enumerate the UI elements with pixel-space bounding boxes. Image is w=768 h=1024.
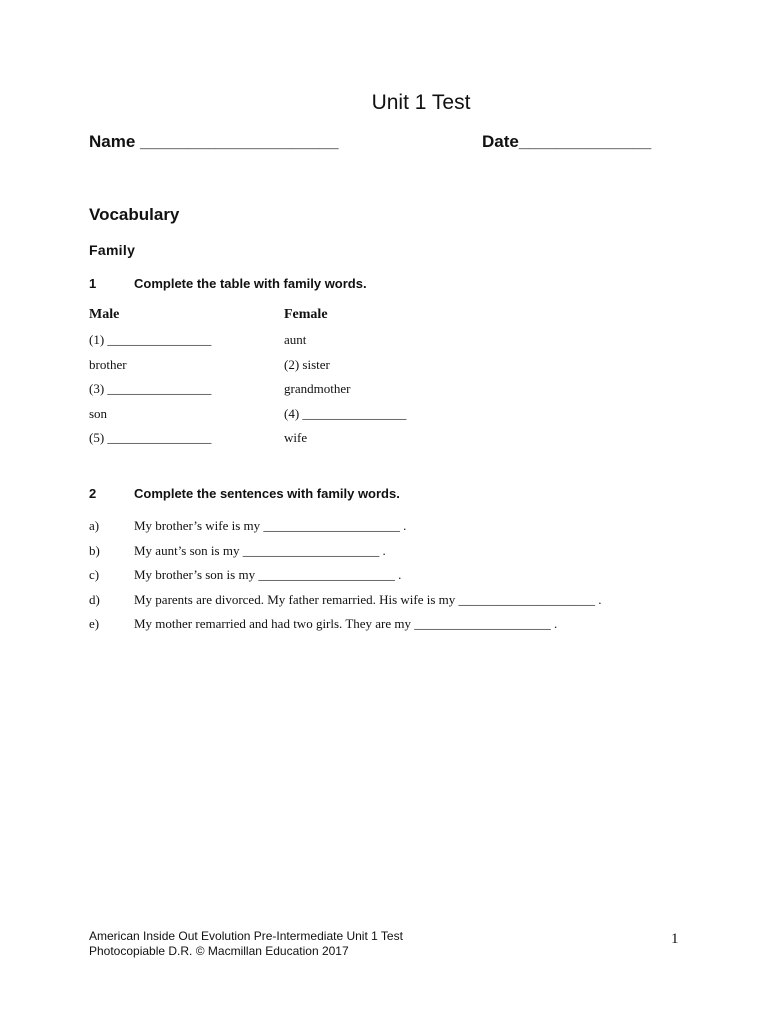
sentence-label-c: c) [89,567,100,582]
sentence-label-e: e) [89,616,100,631]
sentence-label-d: d) [89,592,100,607]
page-number: 1 [671,931,679,947]
table-cell-female-2: (2) sister [284,357,330,372]
table-cell-male-2: brother [89,357,127,372]
page-title: Unit 1 Test [371,91,471,114]
table-header-male: Male [89,307,120,322]
exercise-1-instruction: Complete the table with family words. [134,276,367,291]
table-cell-female-5: wife [284,430,308,445]
table-cell-female-3: grandmother [284,381,351,396]
sentence-text-a: My brother’s wife is my _____________________ . [134,518,407,533]
table-cell-male-1: (1) ________________ [89,332,212,347]
table-cell-female-1: aunt [284,332,307,347]
table-cell-male-3: (3) ________________ [89,381,212,396]
sentence-text-b: My aunt’s son is my _____________________ . [134,543,386,558]
table-cell-female-4: (4) ________________ [284,406,407,421]
table-cell-male-5: (5) ________________ [89,430,212,445]
subsection-heading: Family [89,242,136,258]
footer-line-2: Photocopiable D.R. © Macmillan Education 2017 [89,944,349,958]
date-field: Date______________ [482,132,652,151]
table-header-female: Female [284,307,328,322]
name-field: Name _____________________ [89,132,339,151]
table-cell-male-4: son [89,406,108,421]
exercise-2-number: 2 [89,486,97,501]
sentence-text-e: My mother remarried and had two girls. They are my _____________________ . [134,616,558,631]
exercise-1-number: 1 [89,276,97,291]
sentence-label-a: a) [89,518,100,533]
exercise-2-instruction: Complete the sentences with family words. [134,486,400,501]
sentence-text-d: My parents are divorced. My father remarried. His wife is my _____________________ . [134,592,602,607]
sentence-label-b: b) [89,543,100,558]
sentence-text-c: My brother’s son is my _____________________ . [134,567,402,582]
section-heading: Vocabulary [89,205,180,224]
footer-line-1: American Inside Out Evolution Pre-Intermediate Unit 1 Test [89,929,403,943]
